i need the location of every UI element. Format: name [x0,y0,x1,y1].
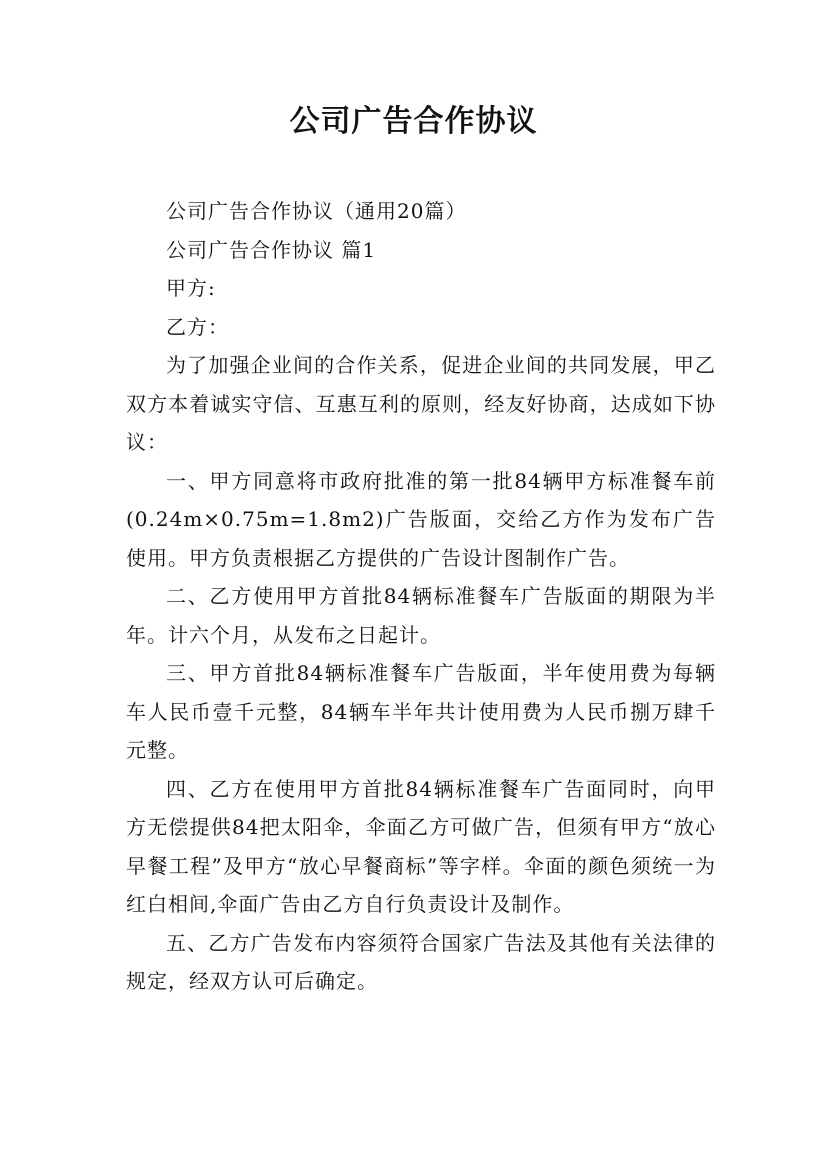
document-body [126,192,716,1001]
paragraph-clause-5: 五、乙方广告发布内容须符合国家广告法及其他有关法律的规定，经双方认可后确定。 [126,930,716,993]
paragraph-article-heading: 公司广告合作协议 篇1 [166,237,377,262]
paragraph-party-a: 甲方: [166,276,216,300]
paragraph-collection-title: 公司广告合作协议（通用20篇） [166,199,467,223]
document-title: 公司广告合作协议 [289,104,538,139]
paragraph-party-b: 乙方： [166,314,229,339]
paragraph-clause-2: 二、乙方使用甲方首批84辆标准餐车广告版面的期限为半年。计六个月，从发布之日起计。 [126,584,716,647]
paragraph-clause-1: 一、甲方同意将市政府批准的第一批84辆甲方标准餐车前(0.24m×0.75m=1.8m2)广告版面，交给乙方作为发布广告使用。甲方负责根据乙方提供的广告设计图制作广告。 [126,468,716,570]
paragraph-clause-4: 四、乙方在使用甲方首批84辆标准餐车广告面同时，向甲方无偿提供84把太阳伞，伞面乙方可做广告，但须有甲方“放心早餐工程”及甲方“放心早餐商标”等字样。伞面的颜色须统一为红白相间,伞面广告由乙方自行负责设计及制作。 [126,776,716,916]
paragraph-preamble: 为了加强企业间的合作关系，促进企业间的共同发展，甲乙双方本着诚实守信、互惠互利的原则，经友好协商，达成如下协议： [126,353,716,454]
paragraph-clause-3: 三、甲方首批84辆标准餐车广告版面，半年使用费为每辆车人民币壹千元整，84辆车半年共计使用费为人民币捌万肆千元整。 [126,661,716,762]
